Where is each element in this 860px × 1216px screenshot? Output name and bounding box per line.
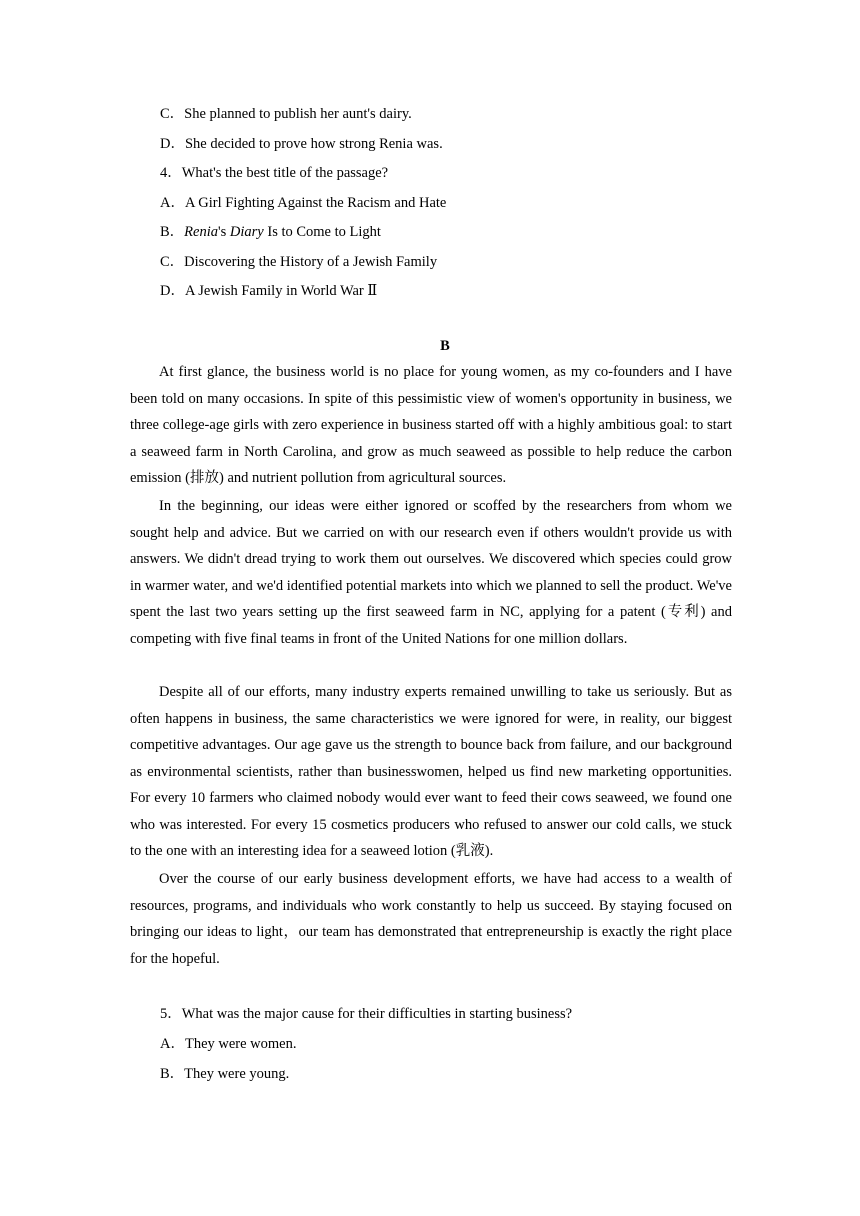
option-d-q3: D．She decided to prove how strong Renia was. — [160, 136, 443, 152]
section-heading: B — [440, 338, 450, 354]
option-b-italic-diary: Diary — [229, 224, 264, 240]
option-b-italic-renia: Renia — [184, 224, 218, 240]
option-a-q4: A．A Girl Fighting Against the Racism and Hate — [160, 195, 447, 211]
option-d-q4: D．A Jewish Family in World War Ⅱ — [160, 283, 378, 299]
option-b-middle: 's — [218, 224, 230, 240]
option-c-q4: C．Discovering the History of a Jewish Family — [160, 254, 438, 270]
passage-paragraph-3: Despite all of our efforts, many industry experts remained unwilling to take us seriously. But as often happens in business, the same characteristics we were ignored for were, in reality, our biggest competitive advantages. Our age gave us the strength to bounce back from failure, and our background as environmental scientists, rather than businesswomen, helped us find new marketing opportunities. For every 10 farmers who claimed nobody would ever want to feed their cows seaweed, we found one who was interested. For every 15 cosmetics producers who refused to answer our cold calls, we stuck to the one with an interesting idea for a seaweed lotion (乳液). — [130, 684, 732, 859]
question-4: 4．What's the best title of the passage? — [160, 165, 389, 181]
passage-paragraph-1: At first glance, the business world is no place for young women, as my co-founders and I have been told on many occasions. In spite of this pessimistic view of women's opportunity in business, we three college-age girls with zero experience in business started off with a highly ambitious goal: to start a seaweed farm in North Carolina, and grow as much seaweed as possible to help reduce the carbon emission (排放) and nutrient pollution from agricultural sources. — [130, 364, 732, 486]
passage-paragraph-2: In the beginning, our ideas were either ignored or scoffed by the researchers from whom we sought help and advice. But we carried on with our research even if others wouldn't provide us with answers. We didn't dread trying to work them out ourselves. We discovered which species could grow in warmer water, and we'd identified potential markets into which we planned to sell the product. We've spent the last two years setting up the first seaweed farm in NC, applying for a patent (专利) and competing with five final teams in front of the United Nations for one million dollars. — [130, 498, 732, 647]
option-b-q4 — [160, 223, 381, 241]
option-b-q5: B．They were young. — [160, 1066, 290, 1082]
option-b-prefix: B． — [160, 224, 185, 240]
option-c-q3: C．She planned to publish her aunt's dairy. — [160, 106, 412, 122]
question-5: 5．What was the major cause for their difficulties in starting business? — [160, 1006, 573, 1022]
option-b-suffix: Is to Come to Light — [263, 224, 381, 240]
passage-paragraph-4: Over the course of our early business development efforts, we have had access to a wealth of resources, programs, and individuals who work constantly to help us succeed. By staying focused on bringing our ideas to light，our team has demonstrated that entrepreneurship is exactly the right place for the hopeful. — [130, 871, 732, 967]
option-a-q5: A．They were women. — [160, 1036, 297, 1052]
